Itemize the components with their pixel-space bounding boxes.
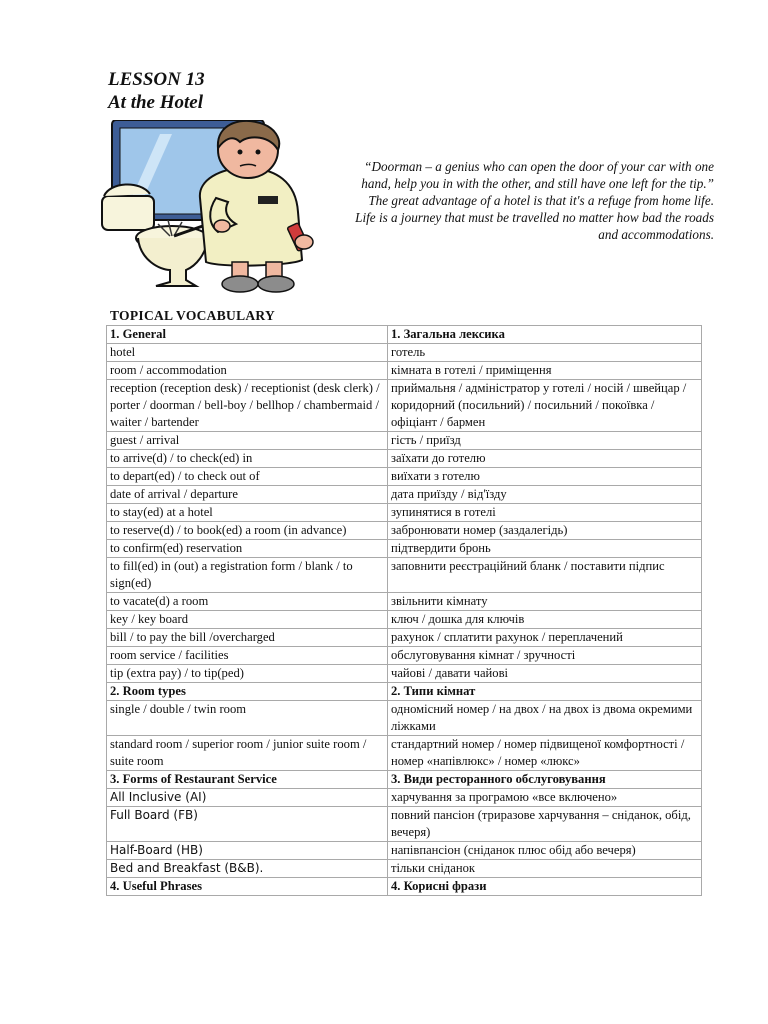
term-ukrainian: харчування за програмою «все включено»	[388, 789, 702, 807]
section-title-ukrainian: 2. Типи кімнат	[388, 683, 702, 701]
term-ukrainian: дата приїзду / від'їзду	[388, 486, 702, 504]
lesson-subtitle: At the Hotel	[108, 92, 203, 113]
term-english: reception (reception desk) / receptionist (desk clerk) / porter / doorman / bell-boy / bellhop / chambermaid / waiter / bartender	[107, 380, 388, 432]
term-english: to confirm(ed) reservation	[107, 540, 388, 558]
term-ukrainian: обслуговування кімнат / зручності	[388, 647, 702, 665]
term-english: Half-Board (HB)	[107, 842, 388, 860]
epigraph-quotes	[352, 158, 714, 243]
vocabulary-row	[107, 468, 702, 486]
section-title-ukrainian: 1. Загальна лексика	[388, 326, 702, 344]
term-ukrainian: забронювати номер (заздалегідь)	[388, 522, 702, 540]
term-ukrainian: ключ / дошка для ключів	[388, 611, 702, 629]
term-ukrainian: гість / приїзд	[388, 432, 702, 450]
term-ukrainian: тільки сніданок	[388, 860, 702, 878]
maid-cleaning-toilet-icon	[100, 120, 340, 295]
term-english: All Inclusive (AI)	[107, 789, 388, 807]
section-title-english: 3. Forms of Restaurant Service	[107, 771, 388, 789]
term-ukrainian: одномісний номер / на двох / на двох із двома окремими ліжками	[388, 701, 702, 736]
vocabulary-row	[107, 522, 702, 540]
term-ukrainian: зупинятися в готелі	[388, 504, 702, 522]
section-title-english: 4. Useful Phrases	[107, 878, 388, 896]
term-english: hotel	[107, 344, 388, 362]
lesson-title	[108, 68, 205, 114]
term-english: to depart(ed) / to check out of	[107, 468, 388, 486]
term-ukrainian: чайові / давати чайові	[388, 665, 702, 683]
term-ukrainian: приймальня / адміністратор у готелі / носій / швейцар / коридорний (посильний) / посильний / покоївка / офіціант / бармен	[388, 380, 702, 432]
term-english: to vacate(d) a room	[107, 593, 388, 611]
term-ukrainian: заїхати до готелю	[388, 450, 702, 468]
term-english: single / double / twin room	[107, 701, 388, 736]
section-title-ukrainian: 4. Корисні фрази	[388, 878, 702, 896]
term-ukrainian: напівпансіон (сніданок плюс обід або вечеря)	[388, 842, 702, 860]
vocabulary-table-body	[107, 326, 702, 896]
vocabulary-row	[107, 629, 702, 647]
vocabulary-row	[107, 789, 702, 807]
quote-journey: Life is a journey that must be travelled no matter how bad the roads and accommodations.	[355, 210, 714, 242]
term-english: bill / to pay the bill /overcharged	[107, 629, 388, 647]
quote-doorman: “Doorman – a genius who can open the door of your car with one hand, help you in with the other, and still have one left for the tip.”	[361, 159, 714, 191]
vocabulary-row	[107, 362, 702, 380]
term-english: Full Board (FB)	[107, 807, 388, 842]
lesson-number: LESSON 13	[108, 69, 205, 90]
term-ukrainian: звільнити кімнату	[388, 593, 702, 611]
vocabulary-section-row	[107, 878, 702, 896]
term-english: to reserve(d) / to book(ed) a room (in advance)	[107, 522, 388, 540]
term-ukrainian: кімната в готелі / приміщення	[388, 362, 702, 380]
vocabulary-section-row	[107, 771, 702, 789]
vocabulary-row	[107, 611, 702, 629]
term-english: standard room / superior room / junior suite room / suite room	[107, 736, 388, 771]
vocabulary-heading: TOPICAL VOCABULARY	[110, 308, 276, 323]
term-english: to fill(ed) in (out) a registration form / blank / to sign(ed)	[107, 558, 388, 593]
vocabulary-row	[107, 432, 702, 450]
term-ukrainian: рахунок / сплатити рахунок / переплачений	[388, 629, 702, 647]
quote-refuge: The great advantage of a hotel is that it's a refuge from home life.	[368, 193, 714, 208]
term-english: room / accommodation	[107, 362, 388, 380]
vocabulary-row	[107, 540, 702, 558]
term-english: room service / facilities	[107, 647, 388, 665]
term-ukrainian: стандартний номер / номер підвищеної комфортності / номер «напівлюкс» / номер «люкс»	[388, 736, 702, 771]
term-english: tip (extra pay) / to tip(ped)	[107, 665, 388, 683]
vocabulary-row	[107, 450, 702, 468]
vocabulary-row	[107, 860, 702, 878]
section-title-english: 2. Room types	[107, 683, 388, 701]
vocabulary-row	[107, 807, 702, 842]
term-english: Bed and Breakfast (B&B).	[107, 860, 388, 878]
vocabulary-row	[107, 842, 702, 860]
section-title-ukrainian: 3. Види ресторанного обслуговування	[388, 771, 702, 789]
vocabulary-row	[107, 558, 702, 593]
vocabulary-row	[107, 486, 702, 504]
vocabulary-table	[106, 325, 702, 896]
vocabulary-row	[107, 344, 702, 362]
vocabulary-row	[107, 647, 702, 665]
vocabulary-row	[107, 665, 702, 683]
term-ukrainian: підтвердити бронь	[388, 540, 702, 558]
vocabulary-section-row	[107, 683, 702, 701]
term-english: date of arrival / departure	[107, 486, 388, 504]
term-ukrainian: готель	[388, 344, 702, 362]
term-english: to stay(ed) at a hotel	[107, 504, 388, 522]
term-ukrainian: заповнити реєстраційний бланк / поставити підпис	[388, 558, 702, 593]
section-title-english: 1. General	[107, 326, 388, 344]
vocabulary-row	[107, 593, 702, 611]
term-ukrainian: повний пансіон (триразове харчування – сніданок, обід, вечеря)	[388, 807, 702, 842]
term-english: guest / arrival	[107, 432, 388, 450]
vocabulary-row	[107, 380, 702, 432]
vocabulary-section-row	[107, 326, 702, 344]
vocabulary-row	[107, 701, 702, 736]
vocabulary-row	[107, 736, 702, 771]
vocabulary-row	[107, 504, 702, 522]
term-english: to arrive(d) / to check(ed) in	[107, 450, 388, 468]
term-ukrainian: виїхати з готелю	[388, 468, 702, 486]
term-english: key / key board	[107, 611, 388, 629]
